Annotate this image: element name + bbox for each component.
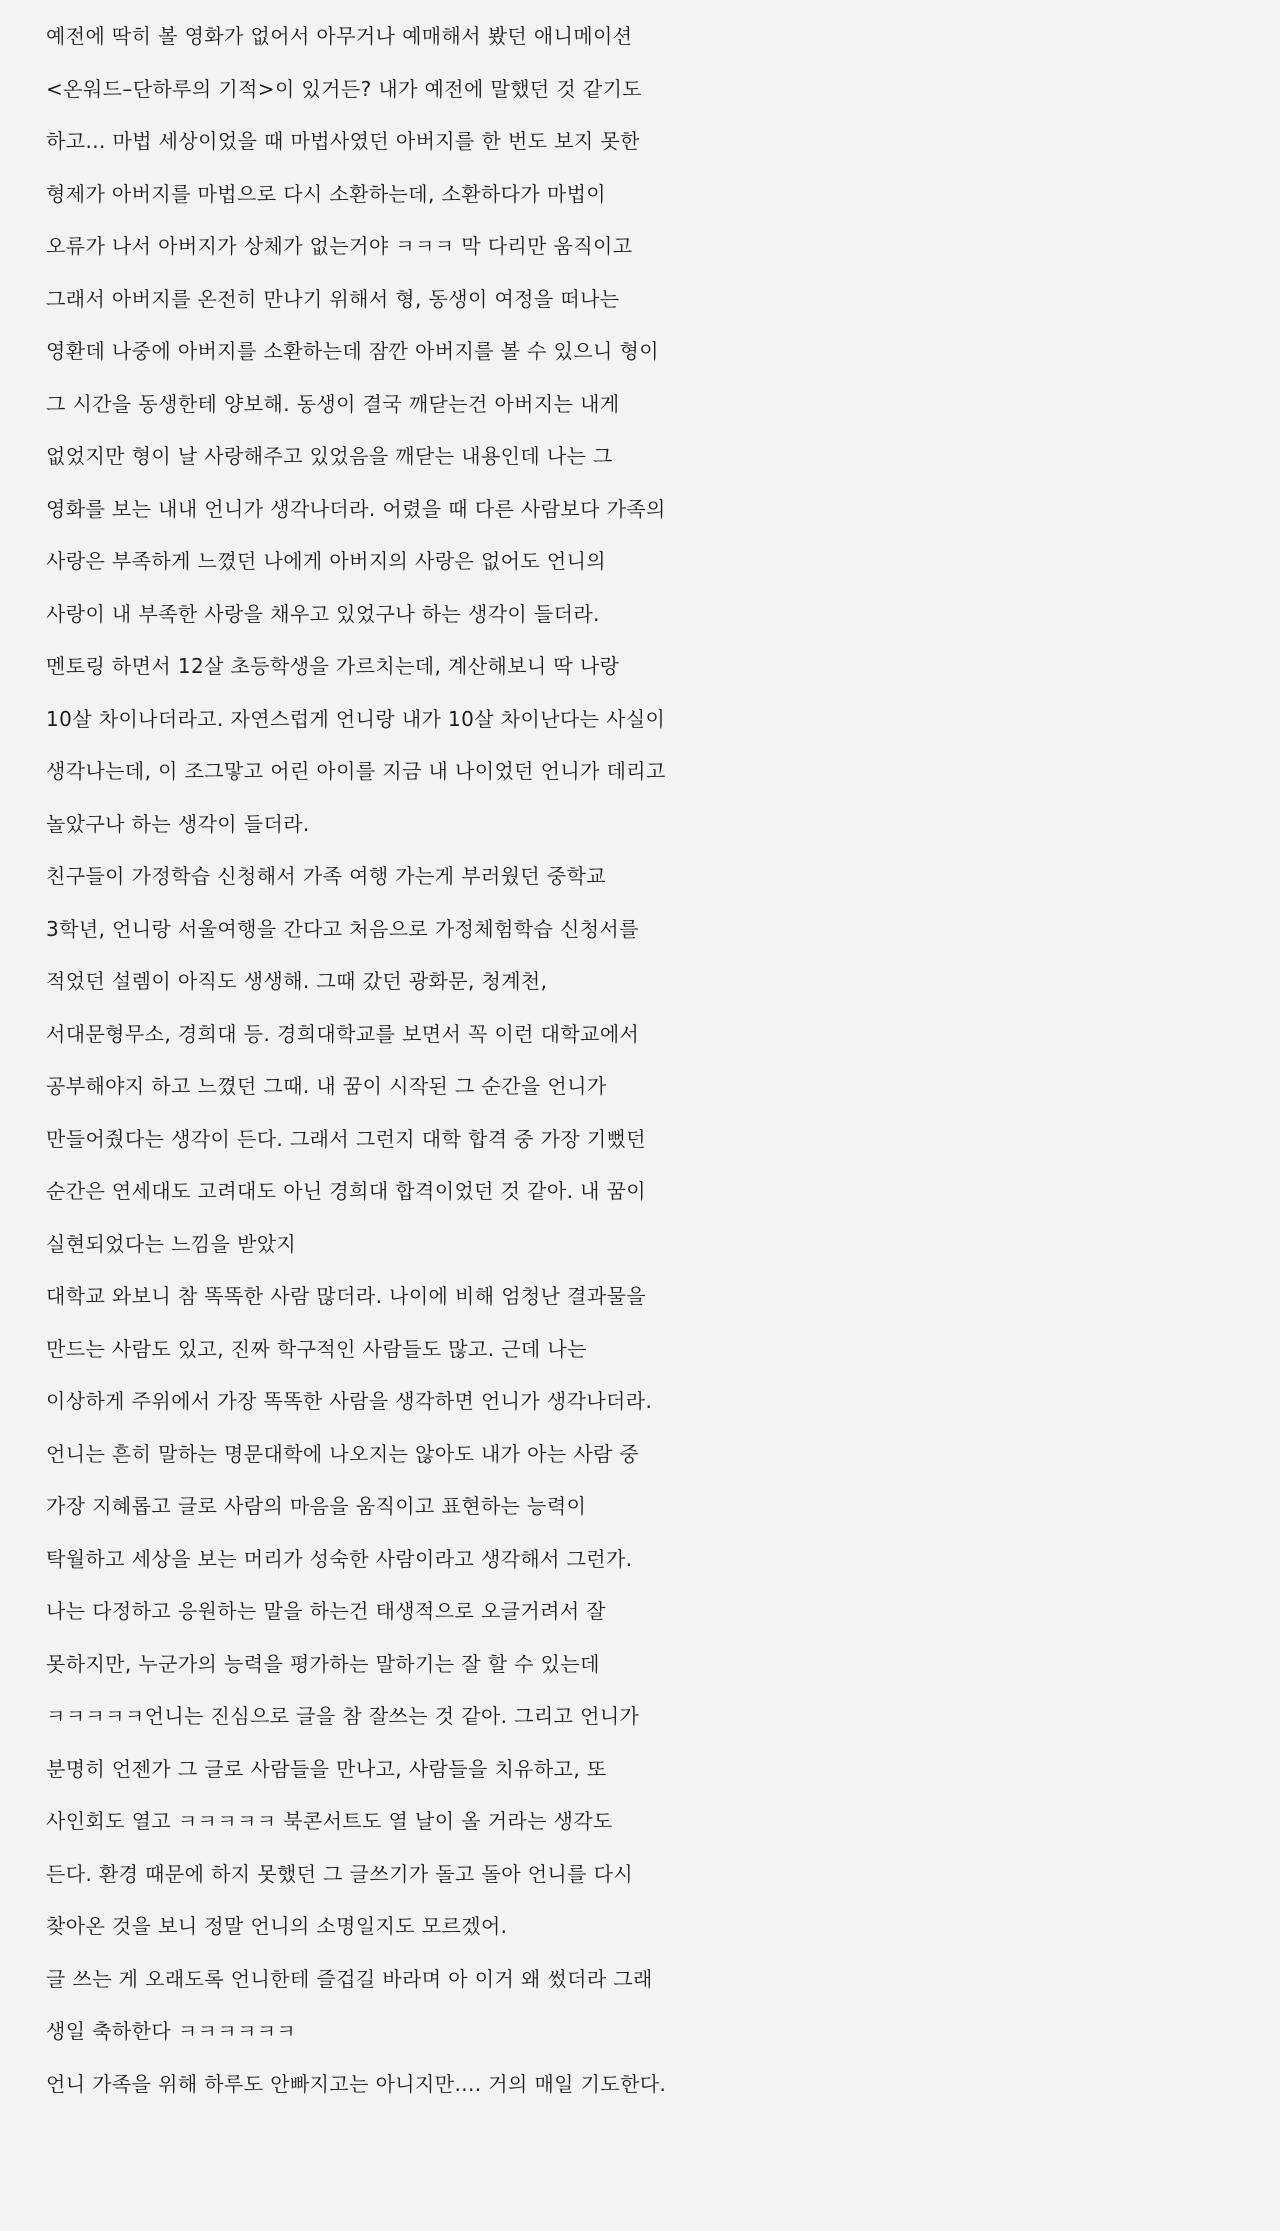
text-line: 사랑은 부족하게 느꼈던 나에게 아버지의 사랑은 없어도 언니의 [46, 549, 607, 573]
text-line: 영환데 나중에 아버지를 소환하는데 잠깐 아버지를 볼 수 있으니 형이 [46, 339, 659, 363]
text-line: 이상하게 주위에서 가장 똑똑한 사람을 생각하면 언니가 생각나더라. [46, 1389, 653, 1413]
text-line: 분명히 언젠가 그 글로 사람들을 만나고, 사람들을 치유하고, 또 [46, 1756, 607, 1781]
text-line: 순간은 연세대도 고려대도 아닌 경희대 합격이었던 것 같아. 내 꿈이 [46, 1179, 647, 1203]
text-line: 멘토링 하면서 12살 초등학생을 가르치는데, 계산해보니 딱 나랑 [46, 654, 620, 678]
text-line: 그래서 아버지를 온전히 만나기 위해서 형, 동생이 여정을 떠나는 [46, 286, 620, 311]
text-line: 만들어줬다는 생각이 든다. 그래서 그런지 대학 합격 중 가장 기뻤던 [46, 1126, 647, 1151]
text-line: 하고... 마법 세상이었을 때 마법사였던 아버지를 한 번도 보지 못한 [46, 129, 640, 153]
text-line: 영화를 보는 내내 언니가 생각나더라. 어렸을 때 다른 사람보다 가족의 [46, 496, 666, 521]
text-line: 생각나는데, 이 조그맣고 어린 아이를 지금 내 나이었던 언니가 데리고 [46, 759, 666, 783]
text-line: 언니는 흔히 말하는 명문대학에 나오지는 않아도 내가 아는 사람 중 [46, 1441, 640, 1466]
text-line: 오류가 나서 아버지가 상체가 없는거야 ㅋㅋㅋ 막 다리만 움직이고 [46, 234, 633, 258]
text-line: 탁월하고 세상을 보는 머리가 성숙한 사람이라고 생각해서 그런가. [46, 1546, 633, 1571]
text-line: 만드는 사람도 있고, 진짜 학구적인 사람들도 많고. 근데 나는 [46, 1336, 587, 1361]
text-line: 10살 차이나더라고. 자연스럽게 언니랑 내가 10살 차이난다는 사실이 [46, 706, 666, 731]
text-line: 나는 다정하고 응원하는 말을 하는건 태생적으로 오글거려서 잘 [46, 1599, 607, 1623]
text-line: 적었던 설렘이 아직도 생생해. 그때 갔던 광화문, 청계천, [46, 969, 548, 993]
text-line: 없었지만 형이 날 사랑해주고 있었음을 깨닫는 내용인데 나는 그 [46, 444, 613, 468]
text-line: 예전에 딱히 볼 영화가 없어서 아무거나 예매해서 봤던 애니메이션 [46, 24, 633, 48]
text-line: 언니 가족을 위해 하루도 안빠지고는 아니지만.... 거의 매일 기도한다. [46, 2071, 667, 2096]
text-line: 그 시간을 동생한테 양보해. 동생이 결국 깨닫는건 아버지는 내게 [46, 391, 620, 416]
text-line: 형제가 아버지를 마법으로 다시 소환하는데, 소환하다가 마법이 [46, 181, 607, 206]
text-line: 사인회도 열고 ㅋㅋㅋㅋㅋ 북콘서트도 열 날이 올 거라는 생각도 [46, 1809, 613, 1833]
text-line: 실현되었다는 느낌을 받았지 [46, 1231, 297, 1256]
text-line: 글 쓰는 게 오래도록 언니한테 즐겁길 바라며 아 이거 왜 썼더라 그래 [46, 1966, 653, 1991]
text-line: 놀았구나 하는 생각이 들더라. [46, 811, 310, 836]
text-line: 못하지만, 누군가의 능력을 평가하는 말하기는 잘 할 수 있는데 [46, 1651, 600, 1676]
text-line: 서대문형무소, 경희대 등. 경희대학교를 보면서 꼭 이런 대학교에서 [46, 1021, 640, 1046]
text-line: ㅋㅋㅋㅋㅋ언니는 진심으로 글을 참 잘쓰는 것 같아. 그리고 언니가 [46, 1704, 640, 1728]
text-line: 사랑이 내 부족한 사랑을 채우고 있었구나 하는 생각이 들더라. [46, 601, 600, 626]
text-line: 대학교 와보니 참 똑똑한 사람 많더라. 나이에 비해 엄청난 결과물을 [46, 1284, 647, 1308]
text-line: 가장 지혜롭고 글로 사람의 마음을 움직이고 표현하는 능력이 [46, 1494, 587, 1518]
text-line: 찾아온 것을 보니 정말 언니의 소명일지도 모르겠어. [46, 1914, 508, 1938]
text-line: 친구들이 가정학습 신청해서 가족 여행 가는게 부러웠던 중학교 [46, 864, 607, 888]
text-line: <온워드–단하루의 기적>이 있거든? 내가 예전에 말했던 것 같기도 [46, 76, 643, 101]
text-line: 공부해야지 하고 느꼈던 그때. 내 꿈이 시작된 그 순간을 언니가 [46, 1074, 607, 1098]
text-line: 생일 축하한다 ㅋㅋㅋㅋㅋㅋ [46, 2019, 297, 2043]
text-line: 든다. 환경 때문에 하지 못했던 그 글쓰기가 돌고 돌아 언니를 다시 [46, 1861, 634, 1886]
text-line: 3학년, 언니랑 서울여행을 간다고 처음으로 가정체험학습 신청서를 [46, 916, 639, 941]
